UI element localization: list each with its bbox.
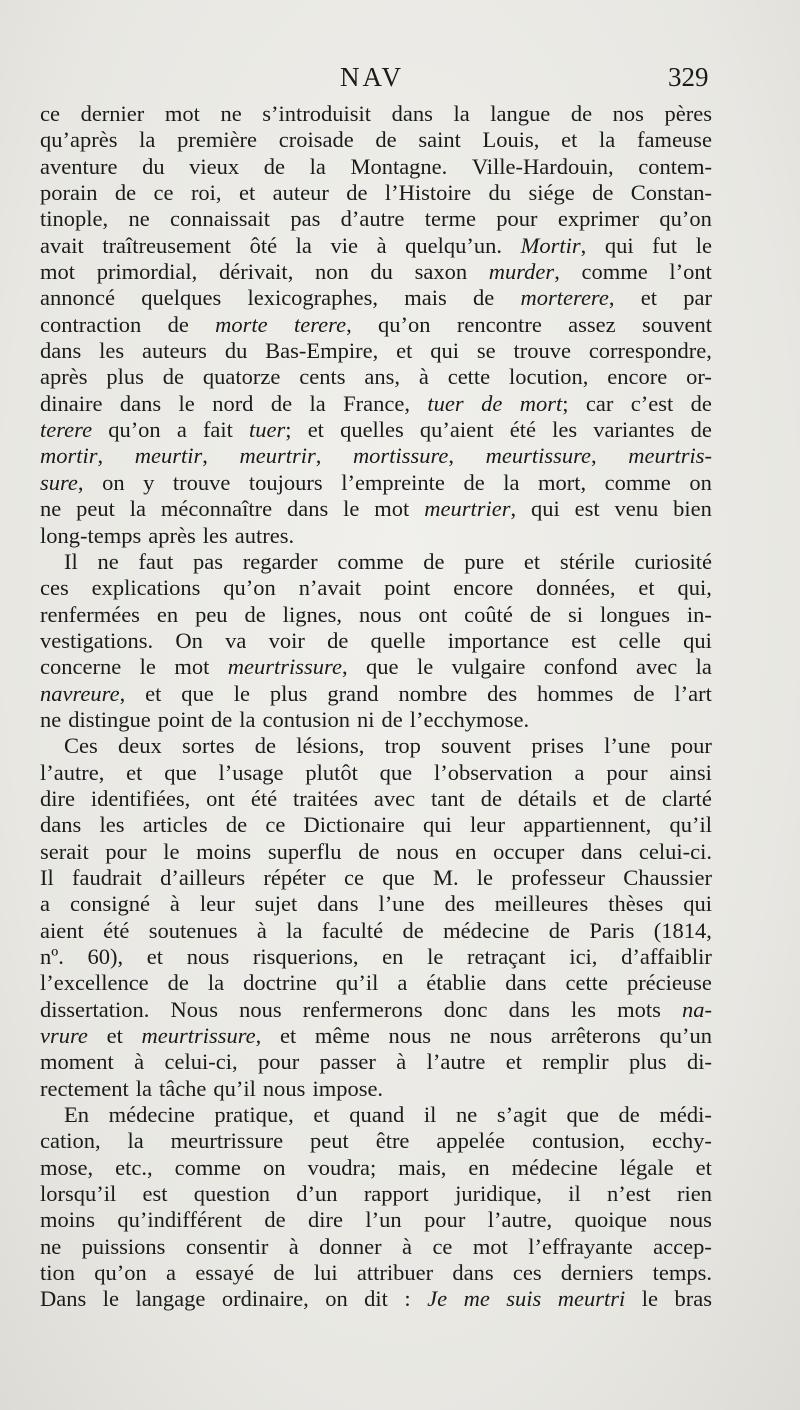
- text-line: dinaire dans le nord de la France, tuer de mort; car c’est de: [40, 390, 712, 416]
- text-line: Il ne faut pas regarder comme de pure et stérile curiosité: [64, 548, 712, 574]
- text-line: mot primordial, dérivait, non du saxon murder, comme l’ont: [40, 259, 712, 285]
- text-line: aventure du vieux de la Montagne. Ville-Hardouin, contem-: [40, 153, 712, 179]
- text-line: avait traîtreusement ôté la vie à quelqu’un. Mortir, qui fut le: [40, 232, 712, 258]
- text-line: serait pour le moins superflu de nous en occuper dans celui-ci.: [40, 838, 712, 864]
- text-line: En médecine pratique, et quand il ne s’agit que de médi-: [64, 1102, 712, 1128]
- text-line: Dans le langage ordinaire, on dit : Je me suis meurtri le bras: [40, 1286, 712, 1312]
- page-header: [0, 62, 800, 102]
- text-line: dans les auteurs du Bas-Empire, et qui se trouve correspondre,: [40, 338, 712, 364]
- text-line: long-temps après les autres.: [40, 522, 295, 548]
- text-line: ne distingue point de la contusion ni de l’ecchymose.: [40, 706, 530, 732]
- text-line: sure, on y trouve toujours l’empreinte de la mort, comme on: [40, 469, 712, 495]
- text-line: Ces deux sortes de lésions, trop souvent prises l’une pour: [64, 733, 712, 759]
- text-line: dire identifiées, ont été traitées avec tant de détails et de clarté: [40, 785, 712, 811]
- page-number: 329: [668, 62, 709, 92]
- text-line: Il faudrait d’ailleurs répéter ce que M. le professeur Chaussier: [40, 864, 712, 890]
- text-line: ces explications qu’on n’avait point encore données, et qui,: [40, 575, 712, 601]
- text-line: cation, la meurtrissure peut être appelée contusion, ecchy-: [40, 1128, 712, 1154]
- text-line: vestigations. On va voir de quelle importance est celle qui: [40, 627, 712, 653]
- text-line: dissertation. Nous nous renfermerons donc dans les mots na-: [40, 996, 712, 1022]
- text-line: ne peut la méconnaître dans le mot meurtrier, qui est venu bien: [40, 496, 712, 522]
- text-line: mortir, meurtir, meurtrir, mortissure, meurtissure, meurtris-: [40, 443, 712, 469]
- text-line: a consigné à leur sujet dans l’une des meilleures thèses qui: [40, 891, 712, 917]
- text-line: tion qu’on a essayé de lui attribuer dans ces derniers temps.: [40, 1260, 712, 1286]
- text-line: aient été soutenues à la faculté de médecine de Paris (1814,: [40, 917, 712, 943]
- text-line: nº. 60), et nous risquerions, en le retraçant ici, d’affaiblir: [40, 944, 712, 969]
- text-line: lorsqu’il est question d’un rapport juridique, il n’est rien: [40, 1181, 712, 1207]
- text-line: porain de ce roi, et auteur de l’Histoire du siége de Constan-: [40, 180, 712, 206]
- text-line: ne puissions consentir à donner à ce mot l’effrayante accep-: [40, 1233, 712, 1259]
- text-line: concerne le mot meurtrissure, que le vulgaire confond avec la: [40, 654, 712, 680]
- text-line: vrure et meurtrissure, et même nous ne nous arrêterons qu’un: [40, 1023, 712, 1049]
- text-line: moment à celui-ci, pour passer à l’autre et remplir plus di-: [40, 1049, 712, 1075]
- body-text: [40, 101, 712, 1313]
- text-line: moins qu’indifférent de dire l’un pour l’autre, quoique nous: [40, 1207, 712, 1233]
- text-line: après plus de quatorze cents ans, à cette locution, encore or-: [40, 364, 712, 390]
- text-line: annoncé quelques lexicographes, mais de morterere, et par: [40, 285, 712, 311]
- text-line: ce dernier mot ne s’introduisit dans la langue de nos pères: [40, 101, 712, 126]
- text-line: renfermées en peu de lignes, nous ont coûté de si longues in-: [40, 601, 712, 627]
- text-line: navreure, et que le plus grand nombre des hommes de l’art: [40, 680, 712, 706]
- running-head: NAV: [340, 62, 405, 92]
- text-line: mose, etc., comme on voudra; mais, en médecine légale et: [40, 1154, 712, 1180]
- text-line: contraction de morte terere, qu’on rencontre assez souvent: [40, 311, 712, 337]
- text-line: qu’après la première croisade de saint Louis, et la fameuse: [40, 127, 712, 153]
- text-line: rectement la tâche qu’il nous impose.: [40, 1075, 384, 1101]
- text-line: tinople, ne connaissait pas d’autre terme pour exprimer qu’on: [40, 206, 712, 232]
- text-line: l’autre, et que l’usage plutôt que l’observation a pour ainsi: [40, 759, 712, 785]
- text-line: terere qu’on a fait tuer; et quelles qu’aient été les variantes de: [40, 417, 712, 443]
- text-line: l’excellence de la doctrine qu’il a établie dans cette précieuse: [40, 970, 712, 996]
- text-line: dans les articles de ce Dictionaire qui leur appartiennent, qu’il: [40, 812, 712, 838]
